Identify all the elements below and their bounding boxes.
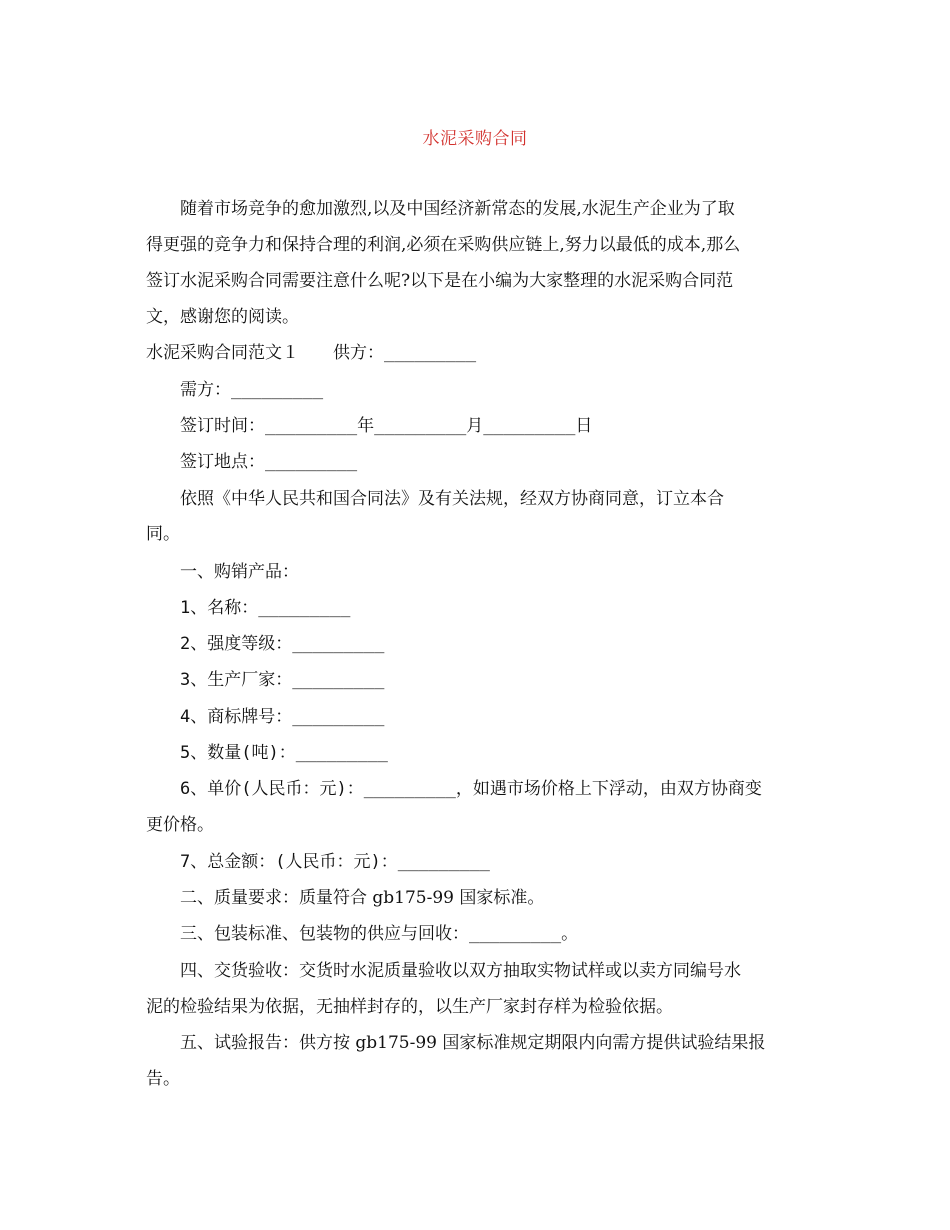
section-report-line-1: 五、试验报告：供方按 gb175-99 国家标准规定期限内向需方提供试验结果报 (180, 1033, 766, 1053)
section-acceptance-line-1: 四、交货验收：交货时水泥质量验收以双方抽取实物试样或以卖方同编号水 (180, 961, 741, 981)
section-report-line-2: 告。 (146, 1069, 180, 1089)
item-brand: 4、商标牌号：_________ (180, 707, 385, 727)
intro-line-2: 得更强的竞争力和保持合理的利润,必须在采购供应链上,努力以最低的成本,那么 (146, 235, 741, 255)
sign-place-field: 签订地点：_________ (180, 452, 358, 472)
section-acceptance-line-2: 泥的检验结果为依据，无抽样封存的，以生产厂家封存样为检验依据。 (146, 997, 673, 1017)
item-quantity: 5、数量(吨)：_________ (180, 743, 388, 763)
section-quality: 二、质量要求：质量符合 gb175-99 国家标准。 (180, 888, 545, 908)
item-manufacturer: 3、生产厂家：_________ (180, 670, 385, 690)
item-strength: 2、强度等级：_________ (180, 634, 385, 654)
intro-line-4: 文，感谢您的阅读。 (146, 307, 299, 327)
sign-date-field: 签订时间：_________年_________月_________日 (180, 416, 593, 436)
item-price-line-2: 更价格。 (146, 815, 214, 835)
item-name: 1、名称：_________ (180, 598, 351, 618)
section-packaging: 三、包装标准、包装物的供应与回收：_________。 (180, 924, 579, 944)
document-title: 水泥采购合同 (422, 129, 528, 149)
item-price-line-1: 6、单价(人民币：元)：_________，如遇市场价格上下浮动，由双方协商变 (180, 779, 762, 799)
section-products: 一、购销产品： (180, 562, 299, 582)
basis-line-2: 同。 (146, 524, 180, 544)
intro-line-1: 随着市场竞争的愈加激烈,以及中国经济新常态的发展,水泥生产企业为了取 (180, 199, 735, 219)
sample-heading-supplier: 水泥采购合同范文１ 供方：_________ (146, 343, 477, 363)
basis-line-1: 依照《中华人民共和国合同法》及有关法规，经双方协商同意，订立本合 (180, 489, 724, 509)
intro-line-3: 签订水泥采购合同需要注意什么呢?以下是在小编为大家整理的水泥采购合同范 (146, 271, 734, 291)
buyer-field: 需方：_________ (180, 380, 324, 400)
item-total: 7、总金额：(人民币：元)：_________ (180, 852, 490, 872)
